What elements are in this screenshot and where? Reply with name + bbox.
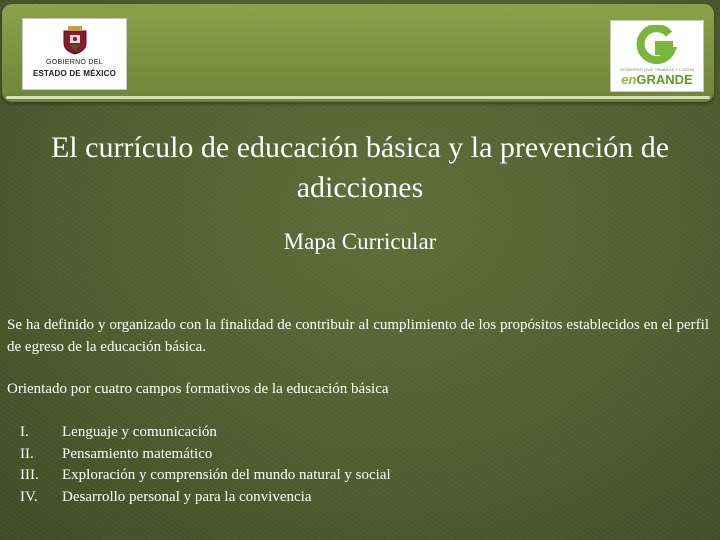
logo-text-estado: ESTADO DE MÉXICO [32, 69, 117, 78]
engrande-tagline: GOBIERNO QUE TRABAJA Y LOGRA [619, 67, 695, 72]
engrande-g-icon [633, 25, 677, 65]
gobierno-estado-de-mexico-logo [22, 18, 127, 90]
list-item-label: Desarrollo personal y para la convivencia [62, 488, 312, 505]
estado-de-mexico-shield-icon [62, 25, 88, 55]
engrande-logo [610, 20, 704, 92]
fields-lead-text: Orientado por cuatro campos formativos de la educación básica [7, 381, 389, 397]
list-numeral: II. [20, 445, 34, 462]
intro-paragraph: Se ha definido y organizado con la finalidad de contribuir al cumplimiento de los propósitos establecidos en el perfil de egreso de la educación básica. [7, 317, 709, 355]
logo-text-gobierno: GOBIERNO DEL [46, 59, 103, 66]
list-item-label: Pensamiento matemático [62, 445, 213, 462]
list-numeral: I. [20, 424, 29, 440]
slide-subtitle: Mapa Curricular [283, 229, 437, 254]
list-item [20, 487, 620, 509]
list-item-label: Lenguaje y comunicación [62, 424, 217, 440]
list-item [20, 422, 620, 444]
engrande-word-grande: GRANDE [636, 72, 693, 87]
list-numeral: IV. [20, 488, 38, 505]
engrande-word-en: en [621, 72, 637, 87]
list-numeral: III. [20, 467, 39, 483]
formative-fields-list [20, 422, 620, 508]
list-item [20, 465, 620, 487]
engrande-wordmark [611, 72, 703, 87]
list-item [20, 444, 620, 466]
slide-title: El currículo de educación básica y la prevención de adicciones [50, 131, 670, 204]
list-item-label: Exploración y comprensión del mundo natural y social [62, 467, 391, 483]
header-band [2, 4, 714, 102]
